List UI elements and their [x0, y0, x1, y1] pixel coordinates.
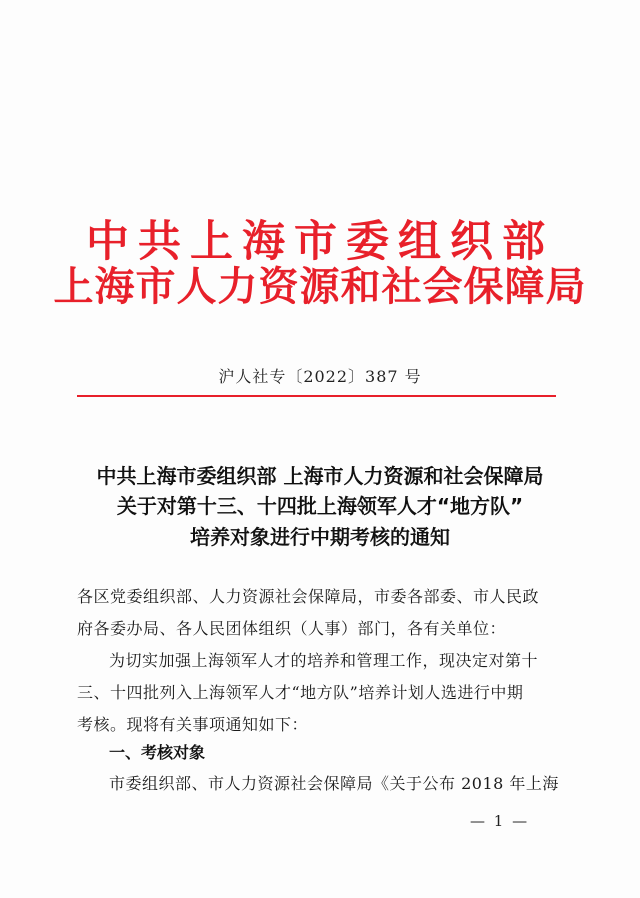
page-number: — 1 —	[470, 812, 530, 830]
issuer-header-line-1: 中共上海市委组织部	[86, 217, 554, 267]
addressee-line-2: 府各委办局、各人民团体组织（人事）部门，各有关单位：	[77, 619, 507, 638]
notice-title-line-1: 中共上海市委组织部 上海市人力资源和社会保障局	[96, 464, 544, 488]
notice-title-line-3: 培养对象进行中期考核的通知	[190, 525, 450, 549]
paragraph-1-line-1: 为切实加强上海领军人才的培养和管理工作，现决定对第十	[109, 651, 539, 670]
addressee-line-1: 各区党委组织部、人力资源社会保障局，市委各部委、市人民政	[77, 587, 540, 606]
notice-title-line-2: 关于对第十三、十四批上海领军人才“地方队”	[116, 494, 524, 518]
red-divider-line	[77, 395, 556, 397]
paragraph-1-line-3: 考核。现将有关事项通知如下：	[77, 715, 309, 734]
issuer-header-line-2: 上海市人力资源和社会保障局	[53, 264, 587, 310]
paragraph-2-line-1: 市委组织部、市人力资源社会保障局《关于公布 2018 年上海	[109, 774, 559, 793]
document-number: 沪人社专〔2022〕387 号	[218, 367, 422, 386]
section-1-heading: 一、考核对象	[109, 743, 206, 762]
paragraph-1-line-2: 三、十四批列入上海领军人才“地方队”培养计划人选进行中期	[77, 683, 524, 702]
